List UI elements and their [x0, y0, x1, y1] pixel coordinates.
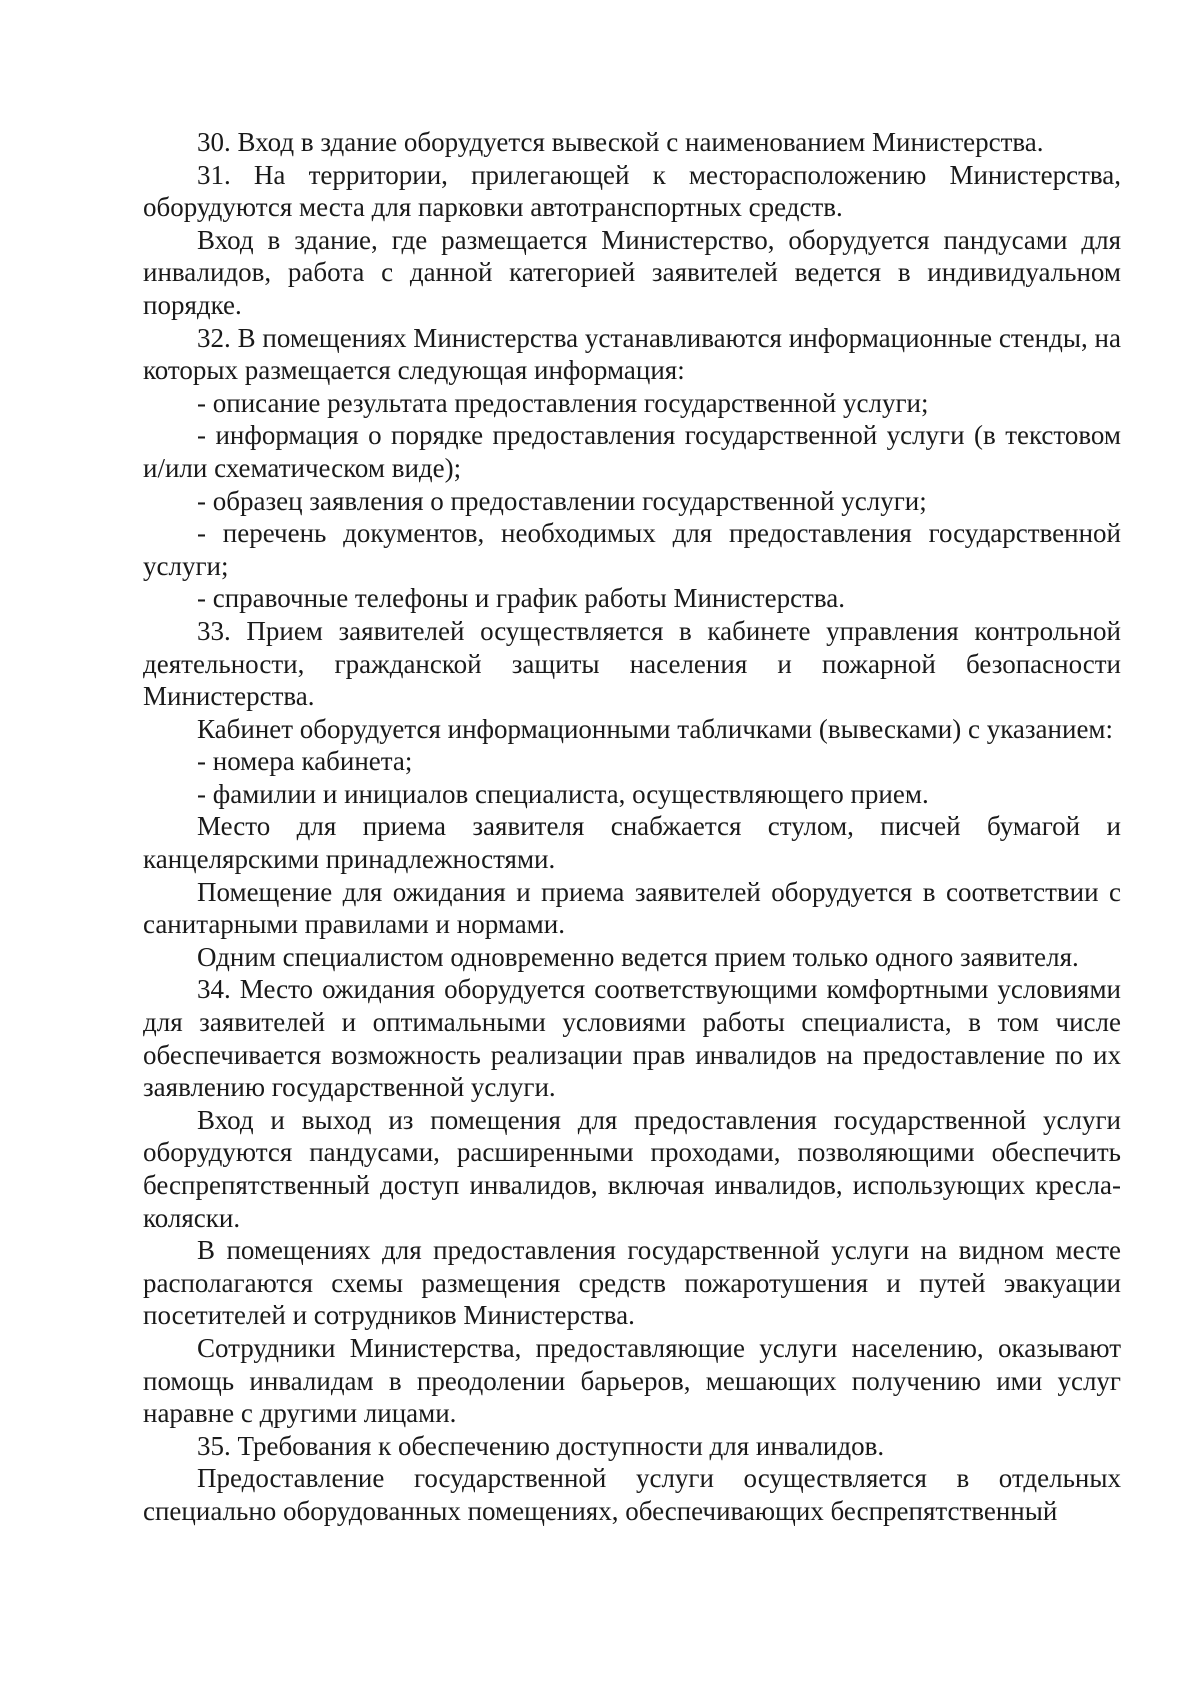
document-page: [143, 126, 1121, 1528]
paragraph-31: 31. На территории, прилегающей к месторасположению Министерства, оборудуются места для парковки автотранспортных средств.: [143, 159, 1121, 223]
paragraph-34-staff-assistance: Сотрудники Министерства, предоставляющие услуги населению, оказывают помощь инвалидам в преодолении барьеров, мешающих получению ими услуг наравне с другими лицами.: [143, 1332, 1121, 1429]
list-item-procedure-info: - информация о порядке предоставления государственной услуги (в текстовом и/или схематическом виде);: [143, 420, 1121, 483]
list-item-phones-schedule: - справочные телефоны и график работы Министерства.: [197, 583, 845, 614]
paragraph-33-one-applicant: Одним специалистом одновременно ведется прием только одного заявителя.: [197, 941, 1079, 972]
paragraph-31-ramps: Вход в здание, где размещается Министерство, оборудуется пандусами для инвалидов, работа с данной категорией заявителей ведется в индивидуальном порядке.: [143, 224, 1121, 320]
paragraph-34-evacuation-schemes: В помещениях для предоставления государственной услуги на видном месте располагаются схемы размещения средств пожаротушения и путей эвакуации посетителей и сотрудников Министерства.: [143, 1235, 1121, 1331]
paragraph-33-waiting-room: Помещение для ожидания и приема заявителей оборудуется в соответствии с санитарными правилами и нормами.: [143, 876, 1121, 940]
list-item-specialist-name: - фамилии и инициалов специалиста, осуществляющего прием.: [197, 778, 929, 809]
list-item-office-number: - номера кабинета;: [197, 746, 413, 777]
paragraph-35: 35. Требования к обеспечению доступности для инвалидов.: [197, 1430, 885, 1461]
paragraph-34: 34. Место ожидания оборудуется соответствующими комфортными условиями для заявителей и оптимальными условиями работы специалиста, в том числе обеспечивается возможность реализации прав инвалидов на предоставление по их заявлению государственной услуги.: [143, 974, 1121, 1103]
paragraph-33-reception-place: Место для приема заявителя снабжается стулом, писчей бумагой и канцелярскими принадлежностями.: [143, 811, 1121, 875]
paragraph-33: 33. Прием заявителей осуществляется в кабинете управления контрольной деятельности, гражданской защиты населения и пожарной безопасности Министерства.: [143, 615, 1121, 712]
list-item-documents-list: - перечень документов, необходимых для предоставления государственной услуги;: [143, 518, 1121, 581]
list-item-application-sample: - образец заявления о предоставлении государственной услуги;: [197, 485, 927, 516]
paragraph-32: 32. В помещениях Министерства устанавливаются информационные стенды, на которых размещается следующая информация:: [143, 322, 1121, 386]
paragraph-34-entrance-exit: Вход и выход из помещения для предоставления государственной услуги оборудуются пандусами, расширенными проходами, позволяющими обеспечить беспрепятственный доступ инвалидов, включая инвалидов, использующих кресла-коляски.: [143, 1104, 1121, 1233]
paragraph-30: 30. Вход в здание оборудуется вывеской с наименованием Министерства.: [197, 127, 1044, 157]
paragraph-35-premises: Предоставление государственной услуги осуществляется в отдельных специально оборудованных помещениях, обеспечивающих беспрепятственный: [143, 1463, 1121, 1526]
list-item-result-description: - описание результата предоставления государственной услуги;: [197, 387, 929, 418]
paragraph-33-office-signs: Кабинет оборудуется информационными табличками (вывесками) с указанием:: [197, 713, 1114, 744]
